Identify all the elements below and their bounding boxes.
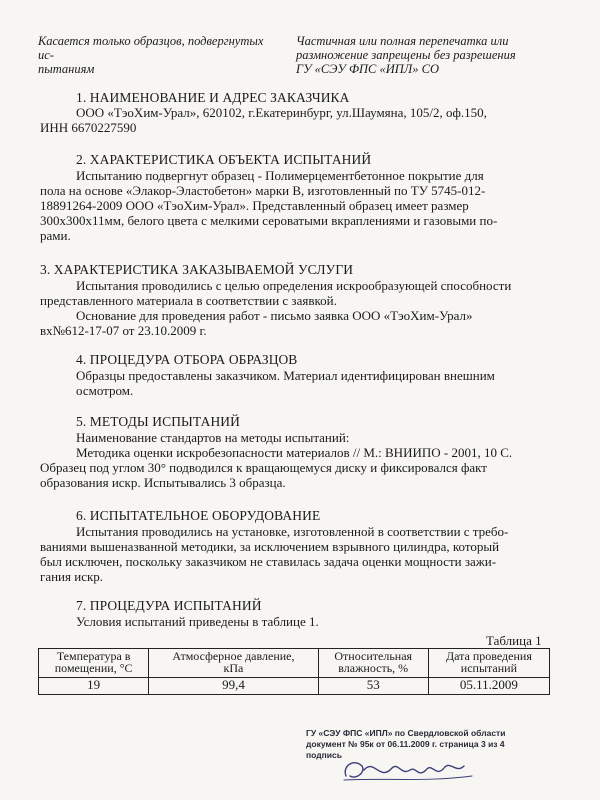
- header-right-line: размножение запрещены без разрешения: [296, 48, 516, 62]
- body-line: рами.: [40, 228, 71, 243]
- body-line: был исключен, поскольку заказчиком не ставилась задача оценки мощности зажи-: [40, 554, 497, 569]
- body-line: Основание для проведения работ - письмо заявка ООО «ТэоХим-Урал»: [76, 308, 473, 323]
- body-line: Наименование стандартов на методы испытаний:: [76, 430, 350, 445]
- table-header-cell: [428, 649, 549, 678]
- stamp-line: ГУ «СЭУ ФПС «ИПЛ» по Свердловской области: [306, 728, 506, 738]
- header-text: Атмосферное давление,: [172, 649, 295, 663]
- table-header-cell: [318, 649, 428, 678]
- body-line: осмотром.: [76, 383, 134, 398]
- table-row: [39, 678, 550, 695]
- test-conditions-table: [38, 648, 550, 695]
- section-1-body: [40, 105, 550, 135]
- stamp-line: документ № 95к от 06.11.2009 г. страница 3 из 4: [306, 739, 505, 749]
- header-text: Относительная: [334, 649, 413, 663]
- table-cell: 99,4: [149, 678, 318, 695]
- body-line: Испытанию подвергнут образец - Полимерцементбетонное покрытие для: [76, 168, 484, 183]
- body-line: ваниями вышеназванной методики, за исключением взрывного цилиндра, который: [40, 539, 500, 554]
- body-line: ИНН 6670227590: [40, 120, 137, 135]
- header-right-line: Частичная или полная перепечатка или: [296, 34, 509, 48]
- section-5-body: [40, 430, 550, 490]
- section-4-title: 4. ПРОЦЕДУРА ОТБОРА ОБРАЗЦОВ: [76, 352, 298, 367]
- handwritten-signature: [340, 748, 480, 788]
- body-line: гания искр.: [40, 569, 104, 584]
- body-line: Испытания проводились с целью определения искрообразующей способности: [76, 278, 512, 293]
- table-cell: 05.11.2009: [428, 678, 549, 695]
- body-line: Образец под углом 30° подводился к вращающемуся диску и фиксировался факт: [40, 460, 487, 475]
- table-header-row: [39, 649, 550, 678]
- body-line: пола на основе «Элакор-Эластобетон» марки В, изготовленный по ТУ 5745-012-: [40, 183, 486, 198]
- body-line: ООО «ТэоХим-Урал», 620102, г.Екатеринбург, ул.Шаумяна, 105/2, оф.150,: [76, 105, 487, 120]
- header-copyright-notice: [296, 34, 556, 76]
- body-line: Образцы предоставлены заказчиком. Материал идентифицирован внешним: [76, 368, 495, 383]
- section-3-body: [40, 278, 550, 338]
- section-6-body: [40, 524, 550, 584]
- body-line: 300x300x11мм, белого цвета с мелкими сероватыми вкраплениями и газовыми по-: [40, 213, 498, 228]
- header-left-line: Касается только образцов, подвергнутых ис-: [38, 34, 264, 62]
- section-7-body: [40, 614, 550, 629]
- header-text: влажность, %: [338, 661, 409, 675]
- body-line: представленного материала в соответствии с заявкой.: [40, 293, 337, 308]
- table-header-cell: [149, 649, 318, 678]
- header-text: Дата проведения: [445, 649, 532, 663]
- header-text: испытаний: [460, 661, 518, 675]
- section-2-body: [40, 168, 550, 243]
- body-line: вх№612-17-07 от 23.10.2009 г.: [40, 323, 207, 338]
- header-text: кПа: [223, 661, 244, 675]
- section-2-title: 2. ХАРАКТЕРИСТИКА ОБЪЕКТА ИСПЫТАНИЙ: [76, 152, 372, 167]
- table-cell: 53: [318, 678, 428, 695]
- header-text: помещении, °С: [54, 661, 133, 675]
- body-line: 18891264-2009 ООО «ТэоХим-Урал». Представленный образец имеет размер: [40, 198, 469, 213]
- section-7-title: 7. ПРОЦЕДУРА ИСПЫТАНИЙ: [76, 598, 262, 613]
- header-text: Температура в: [56, 649, 131, 663]
- section-1-title: 1. НАИМЕНОВАНИЕ И АДРЕС ЗАКАЗЧИКА: [76, 90, 350, 105]
- table-cell: 19: [39, 678, 149, 695]
- header-left-line: пытаниям: [38, 62, 95, 76]
- stamp-line: подпись: [306, 750, 342, 760]
- header-disclaimer: [38, 34, 278, 76]
- body-line: Методика оценки искробезопасности материалов // М.: ВНИИПО - 2001, 10 С.: [76, 445, 513, 460]
- section-5-title: 5. МЕТОДЫ ИСПЫТАНИЙ: [76, 414, 240, 429]
- table-caption: Таблица 1: [486, 633, 542, 648]
- body-line: Испытания проводились на установке, изготовленной в соответствии с требо-: [76, 524, 509, 539]
- body-line: образования искр. Испытывались 3 образца.: [40, 475, 286, 490]
- header-right-line: ГУ «СЭУ ФПС «ИПЛ» СО: [296, 62, 440, 76]
- section-6-title: 6. ИСПЫТАТЕЛЬНОЕ ОБОРУДОВАНИЕ: [76, 508, 321, 523]
- section-4-body: [40, 368, 550, 398]
- body-line: Условия испытаний приведены в таблице 1.: [76, 614, 319, 629]
- table-header-cell: [39, 649, 149, 678]
- section-3-title: 3. ХАРАКТЕРИСТИКА ЗАКАЗЫВАЕМОЙ УСЛУГИ: [40, 262, 354, 277]
